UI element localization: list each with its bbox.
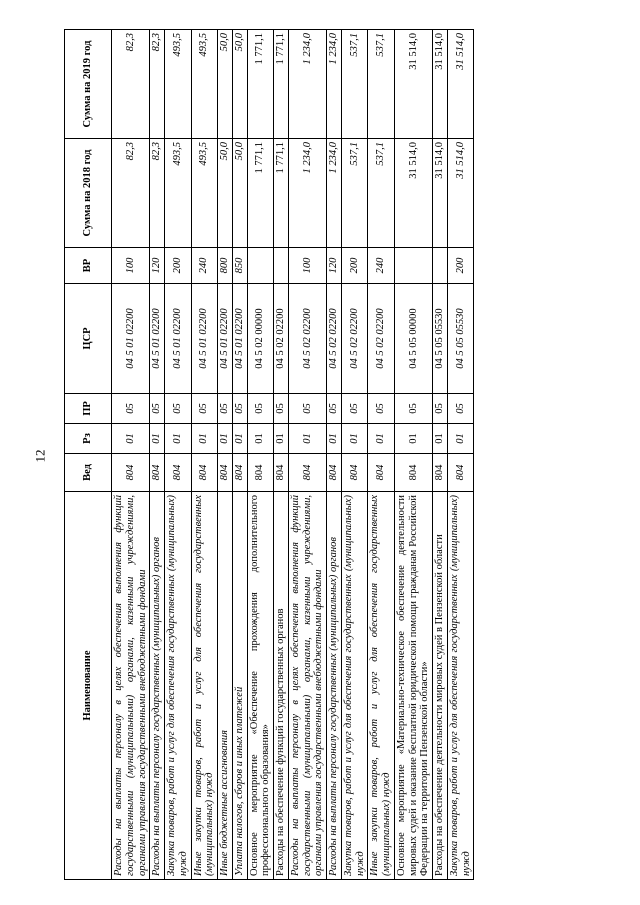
cell-csr: 04 5 01 02200 bbox=[218, 284, 233, 394]
cell-vr: 850 bbox=[232, 248, 247, 284]
header-csr: ЦСР bbox=[65, 284, 112, 394]
cell-rz: 01 bbox=[232, 424, 247, 454]
cell-csr: 04 5 05 05530 bbox=[433, 284, 448, 394]
cell-pr: 05 bbox=[327, 394, 342, 424]
cell-vr: 200 bbox=[447, 248, 474, 284]
cell-sum-2018: 50,0 bbox=[218, 139, 233, 248]
cell-name: Расходы на обеспечение деятельности мировых судей в Пензенской области bbox=[433, 492, 448, 880]
cell-vr bbox=[394, 248, 432, 284]
cell-sum-2019: 537,1 bbox=[368, 30, 395, 139]
table-row bbox=[150, 30, 165, 880]
cell-sum-2019: 50,0 bbox=[232, 30, 247, 139]
table-row bbox=[327, 30, 342, 880]
cell-ved: 804 bbox=[165, 454, 192, 492]
cell-rz: 01 bbox=[433, 424, 448, 454]
cell-name: Закупка товаров, работ и услуг для обеспечения государственных (муниципальных) нужд bbox=[447, 492, 474, 880]
header-name: Наименование bbox=[65, 492, 112, 880]
cell-sum-2019: 1 234,0 bbox=[288, 30, 326, 139]
cell-sum-2018: 82,3 bbox=[112, 139, 150, 248]
cell-vr: 120 bbox=[327, 248, 342, 284]
cell-pr: 05 bbox=[433, 394, 448, 424]
cell-name: Иные бюджетные ассигнования bbox=[218, 492, 233, 880]
cell-pr: 05 bbox=[341, 394, 368, 424]
cell-pr: 05 bbox=[232, 394, 247, 424]
cell-rz: 01 bbox=[394, 424, 432, 454]
table-body bbox=[112, 30, 474, 880]
header-ved: Вед bbox=[65, 454, 112, 492]
cell-ved: 804 bbox=[341, 454, 368, 492]
header-vr: ВР bbox=[65, 248, 112, 284]
table-row bbox=[274, 30, 289, 880]
table-row bbox=[368, 30, 395, 880]
cell-csr: 04 5 02 02200 bbox=[341, 284, 368, 394]
cell-ved: 804 bbox=[247, 454, 274, 492]
table-row bbox=[433, 30, 448, 880]
cell-csr: 04 5 01 02200 bbox=[150, 284, 165, 394]
cell-csr: 04 5 02 02200 bbox=[274, 284, 289, 394]
cell-rz: 01 bbox=[218, 424, 233, 454]
cell-sum-2018: 31 514,0 bbox=[433, 139, 448, 248]
table-row bbox=[447, 30, 474, 880]
cell-pr: 05 bbox=[274, 394, 289, 424]
cell-sum-2018: 31 514,0 bbox=[394, 139, 432, 248]
cell-name: Основное мероприятие «Обеспечение прохождения дополнительного профессионального образования» bbox=[247, 492, 274, 880]
cell-sum-2018: 537,1 bbox=[368, 139, 395, 248]
cell-vr bbox=[247, 248, 274, 284]
cell-ved: 804 bbox=[112, 454, 150, 492]
cell-sum-2018: 537,1 bbox=[341, 139, 368, 248]
cell-vr: 200 bbox=[341, 248, 368, 284]
table-row bbox=[218, 30, 233, 880]
budget-table bbox=[64, 29, 474, 880]
cell-sum-2019: 1 234,0 bbox=[327, 30, 342, 139]
header-pr: ПР bbox=[65, 394, 112, 424]
cell-pr: 05 bbox=[247, 394, 274, 424]
cell-ved: 804 bbox=[274, 454, 289, 492]
table-row bbox=[232, 30, 247, 880]
cell-sum-2018: 1 234,0 bbox=[327, 139, 342, 248]
table-row bbox=[341, 30, 368, 880]
cell-name: Уплата налогов, сборов и иных платежей bbox=[232, 492, 247, 880]
cell-pr: 05 bbox=[191, 394, 218, 424]
cell-sum-2019: 50,0 bbox=[218, 30, 233, 139]
cell-sum-2019: 31 514,0 bbox=[433, 30, 448, 139]
cell-csr: 04 5 01 02200 bbox=[112, 284, 150, 394]
cell-vr: 240 bbox=[191, 248, 218, 284]
cell-sum-2018: 1 234,0 bbox=[288, 139, 326, 248]
cell-sum-2018: 1 771,1 bbox=[274, 139, 289, 248]
cell-vr bbox=[433, 248, 448, 284]
cell-name: Расходы на обеспечение функций государственных органов bbox=[274, 492, 289, 880]
cell-ved: 804 bbox=[327, 454, 342, 492]
cell-ved: 804 bbox=[288, 454, 326, 492]
cell-sum-2019: 82,3 bbox=[112, 30, 150, 139]
cell-sum-2019: 537,1 bbox=[341, 30, 368, 139]
cell-name: Иные закупки товаров, работ и услуг для обеспечения государственных (муниципальных) нужд bbox=[368, 492, 395, 880]
cell-rz: 01 bbox=[288, 424, 326, 454]
table-header bbox=[65, 30, 112, 880]
cell-rz: 01 bbox=[447, 424, 474, 454]
cell-csr: 04 5 05 05530 bbox=[447, 284, 474, 394]
cell-csr: 04 5 02 00000 bbox=[247, 284, 274, 394]
cell-name: Расходы на выплаты персоналу государственных (муниципальных) органов bbox=[150, 492, 165, 880]
cell-csr: 04 5 02 02200 bbox=[327, 284, 342, 394]
cell-csr: 04 5 01 02200 bbox=[165, 284, 192, 394]
cell-vr: 120 bbox=[150, 248, 165, 284]
cell-name: Расходы на выплаты персоналу в целях обеспечения выполнения функций государственными (муниципальными) органами, казенными учреждениями, органами управления государственными внебюджетными фондами bbox=[288, 492, 326, 880]
cell-ved: 804 bbox=[394, 454, 432, 492]
cell-ved: 804 bbox=[218, 454, 233, 492]
table-row bbox=[288, 30, 326, 880]
cell-pr: 05 bbox=[394, 394, 432, 424]
cell-vr bbox=[274, 248, 289, 284]
cell-vr: 800 bbox=[218, 248, 233, 284]
cell-ved: 804 bbox=[232, 454, 247, 492]
cell-name: Основное мероприятие «Материально-техническое обеспечение деятельности мировых судей и оказание бесплатной юридической помощи гражданам Российской Федерации на территории Пензенской области» bbox=[394, 492, 432, 880]
cell-rz: 01 bbox=[247, 424, 274, 454]
cell-sum-2018: 493,5 bbox=[191, 139, 218, 248]
cell-pr: 05 bbox=[368, 394, 395, 424]
cell-sum-2019: 1 771,1 bbox=[247, 30, 274, 139]
cell-rz: 01 bbox=[112, 424, 150, 454]
cell-pr: 05 bbox=[218, 394, 233, 424]
cell-sum-2019: 31 514,0 bbox=[447, 30, 474, 139]
header-rz: Рз bbox=[65, 424, 112, 454]
cell-rz: 01 bbox=[165, 424, 192, 454]
cell-sum-2018: 82,3 bbox=[150, 139, 165, 248]
page-number: 12 bbox=[32, 449, 48, 463]
cell-sum-2018: 50,0 bbox=[232, 139, 247, 248]
cell-sum-2019: 82,3 bbox=[150, 30, 165, 139]
cell-csr: 04 5 02 02200 bbox=[368, 284, 395, 394]
table-row bbox=[191, 30, 218, 880]
cell-ved: 804 bbox=[368, 454, 395, 492]
cell-sum-2019: 1 771,1 bbox=[274, 30, 289, 139]
cell-sum-2018: 1 771,1 bbox=[247, 139, 274, 248]
cell-pr: 05 bbox=[165, 394, 192, 424]
cell-name: Закупка товаров, работ и услуг для обеспечения государственных (муниципальных) нужд bbox=[165, 492, 192, 880]
cell-name: Закупка товаров, работ и услуг для обеспечения государственных (муниципальных) нужд bbox=[341, 492, 368, 880]
table-row bbox=[112, 30, 150, 880]
cell-vr: 100 bbox=[112, 248, 150, 284]
cell-name: Иные закупки товаров, работ и услуг для обеспечения государственных (муниципальных) нужд bbox=[191, 492, 218, 880]
cell-pr: 05 bbox=[288, 394, 326, 424]
cell-vr: 240 bbox=[368, 248, 395, 284]
cell-rz: 01 bbox=[327, 424, 342, 454]
cell-rz: 01 bbox=[368, 424, 395, 454]
cell-csr: 04 5 02 02200 bbox=[288, 284, 326, 394]
cell-pr: 05 bbox=[447, 394, 474, 424]
cell-csr: 04 5 01 02200 bbox=[232, 284, 247, 394]
cell-vr: 100 bbox=[288, 248, 326, 284]
cell-rz: 01 bbox=[150, 424, 165, 454]
cell-sum-2018: 31 514,0 bbox=[447, 139, 474, 248]
cell-rz: 01 bbox=[274, 424, 289, 454]
cell-ved: 804 bbox=[150, 454, 165, 492]
cell-vr: 200 bbox=[165, 248, 192, 284]
cell-ved: 804 bbox=[191, 454, 218, 492]
cell-sum-2018: 493,5 bbox=[165, 139, 192, 248]
cell-sum-2019: 493,5 bbox=[191, 30, 218, 139]
table-row bbox=[247, 30, 274, 880]
cell-pr: 05 bbox=[150, 394, 165, 424]
header-sum-2018: Сумма на 2018 год bbox=[65, 139, 112, 248]
cell-rz: 01 bbox=[341, 424, 368, 454]
cell-sum-2019: 31 514,0 bbox=[394, 30, 432, 139]
cell-sum-2019: 493,5 bbox=[165, 30, 192, 139]
cell-csr: 04 5 05 00000 bbox=[394, 284, 432, 394]
cell-pr: 05 bbox=[112, 394, 150, 424]
cell-ved: 804 bbox=[447, 454, 474, 492]
header-sum-2019: Сумма на 2019 год bbox=[65, 30, 112, 139]
cell-rz: 01 bbox=[191, 424, 218, 454]
cell-ved: 804 bbox=[433, 454, 448, 492]
cell-csr: 04 5 01 02200 bbox=[191, 284, 218, 394]
table-row bbox=[165, 30, 192, 880]
table-row bbox=[394, 30, 432, 880]
cell-name: Расходы на выплаты персоналу в целях обеспечения выполнения функций государственными (муниципальными) органами, казенными учреждениями, органами управления государственными внебюджетными фондами bbox=[112, 492, 150, 880]
cell-name: Расходы на выплаты персоналу государственных (муниципальных) органов bbox=[327, 492, 342, 880]
